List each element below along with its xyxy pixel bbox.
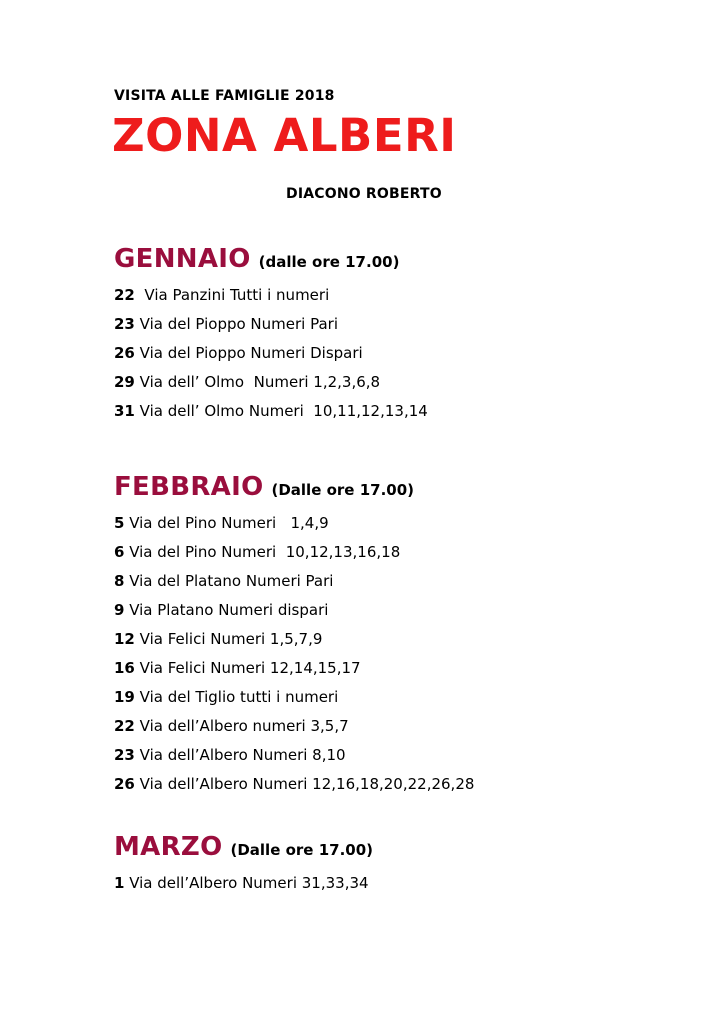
visit-day: 31 [114, 402, 135, 420]
visit-row [114, 339, 428, 368]
visit-day: 23 [114, 315, 135, 333]
month-section-febbraio [114, 474, 474, 799]
visit-row [114, 654, 474, 683]
visit-list [114, 281, 428, 426]
visit-row [114, 538, 474, 567]
visit-street: Via del Pioppo Numeri Dispari [134, 344, 363, 362]
visit-day: 9 [114, 601, 125, 619]
visit-street: Via del Tiglio tutti i numeri [134, 688, 339, 706]
visit-day: 26 [114, 344, 135, 362]
month-hours: (Dalle ore 17.00) [230, 841, 373, 859]
visit-street: Via del Pino Numeri 1,4,9 [124, 514, 329, 532]
visit-list [114, 869, 373, 898]
visit-day: 29 [114, 373, 135, 391]
visit-street: Via del Pioppo Numeri Pari [134, 315, 339, 333]
visit-list [114, 509, 474, 799]
visit-row [114, 683, 474, 712]
visit-street: Via del Platano Numeri Pari [124, 572, 334, 590]
visit-street: Via dell’Albero Numeri 31,33,34 [124, 874, 369, 892]
visit-row [114, 281, 428, 310]
visit-day: 1 [114, 874, 125, 892]
visit-street: Via dell’Albero Numeri 8,10 [134, 746, 346, 764]
author-name: DIACONO ROBERTO [286, 186, 442, 202]
visit-day: 12 [114, 630, 135, 648]
visit-row [114, 741, 474, 770]
visit-street: Via Platano Numeri dispari [124, 601, 329, 619]
month-heading [114, 834, 373, 860]
visit-day: 5 [114, 514, 125, 532]
visit-day: 19 [114, 688, 135, 706]
visit-street: Via del Pino Numeri 10,12,13,16,18 [124, 543, 401, 561]
visit-street: Via dell’ Olmo Numeri 10,11,12,13,14 [134, 402, 428, 420]
visit-day: 22 [114, 717, 135, 735]
visit-street: Via Felici Numeri 12,14,15,17 [134, 659, 361, 677]
visit-row [114, 770, 474, 799]
document-subtitle: VISITA ALLE FAMIGLIE 2018 [114, 88, 335, 104]
visit-row [114, 567, 474, 596]
visit-row [114, 310, 428, 339]
visit-row [114, 368, 428, 397]
visit-row [114, 509, 474, 538]
visit-row [114, 397, 428, 426]
visit-day: 16 [114, 659, 135, 677]
visit-day: 22 [114, 286, 135, 304]
visit-street: Via Felici Numeri 1,5,7,9 [134, 630, 323, 648]
month-heading [114, 474, 474, 500]
visit-row [114, 625, 474, 654]
zone-title: ZONA ALBERI [112, 109, 457, 162]
month-section-gennaio [114, 246, 428, 426]
visit-day: 6 [114, 543, 125, 561]
visit-street: Via Panzini Tutti i numeri [134, 286, 330, 304]
month-heading [114, 246, 428, 272]
visit-street: Via dell’Albero Numeri 12,16,18,20,22,26,28 [134, 775, 475, 793]
month-name: FEBBRAIO [114, 472, 264, 502]
visit-day: 23 [114, 746, 135, 764]
visit-street: Via dell’ Olmo Numeri 1,2,3,6,8 [134, 373, 381, 391]
visit-row [114, 712, 474, 741]
month-name: MARZO [114, 832, 223, 862]
month-section-marzo [114, 834, 373, 898]
visit-day: 8 [114, 572, 125, 590]
visit-day: 26 [114, 775, 135, 793]
visit-row [114, 596, 474, 625]
month-hours: (Dalle ore 17.00) [271, 481, 414, 499]
month-name: GENNAIO [114, 244, 251, 274]
visit-street: Via dell’Albero numeri 3,5,7 [134, 717, 349, 735]
visit-row [114, 869, 373, 898]
month-hours: (dalle ore 17.00) [258, 253, 400, 271]
